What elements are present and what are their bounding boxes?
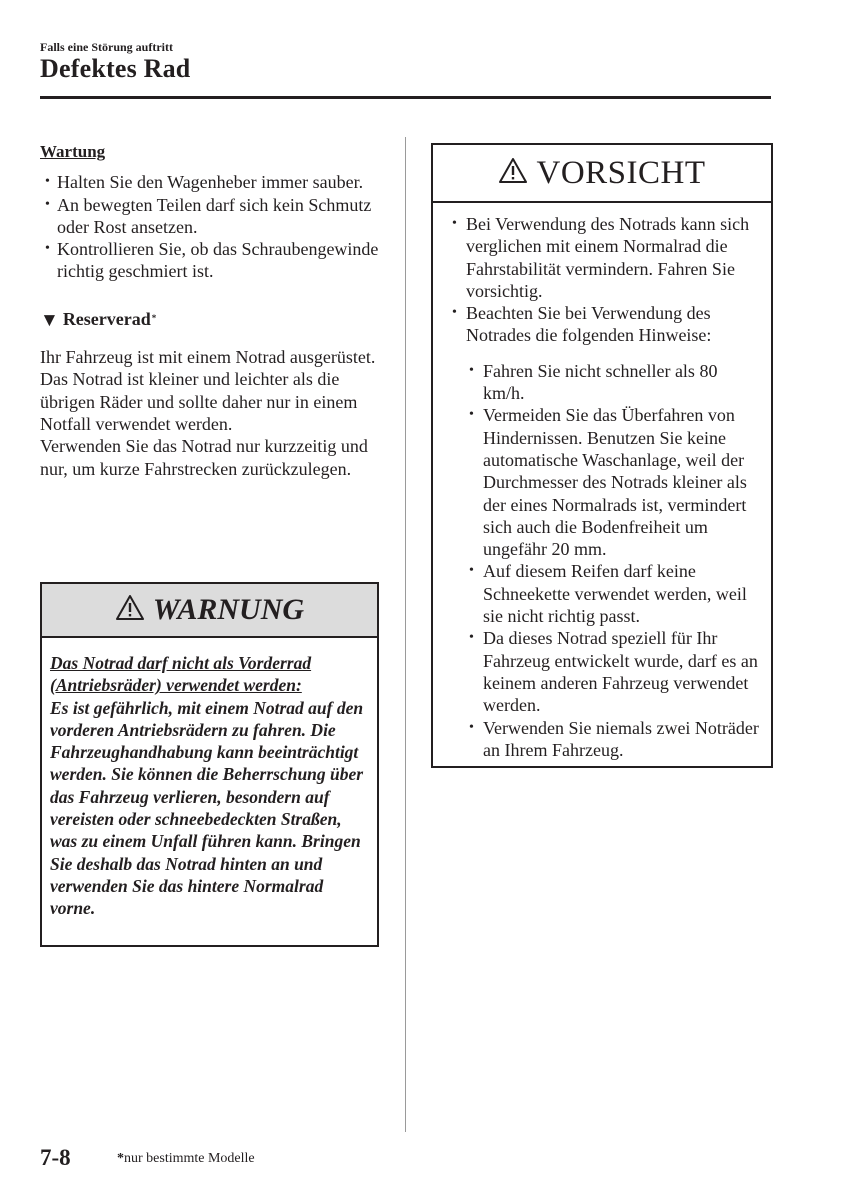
list-item: • Halten Sie den Wagenheber immer sauber.: [40, 171, 385, 193]
caution-title: VORSICHT: [536, 154, 706, 191]
list-item: • Fahren Sie nicht schneller als 80 km/h.: [466, 360, 761, 405]
maintenance-list: [40, 171, 385, 282]
list-item: • Bei Verwendung des Notrads kann sich verglichen mit einem Normalrad die Fahrstabilität vermindern. Fahren Sie vorsichtig.: [449, 213, 761, 302]
list-item: • Verwenden Sie niemals zwei Noträder an Ihrem Fahrzeug.: [466, 717, 761, 762]
caution-header: [433, 145, 771, 203]
reserve-heading: [40, 308, 385, 333]
warning-lead: Das Notrad darf nicht als Vorderrad (Antriebsräder) verwendet werden:: [50, 653, 312, 696]
warning-body: [42, 638, 377, 920]
list-item: • Vermeiden Sie das Überfahren von Hindernissen. Benutzen Sie keine automatische Waschanlage, weil der Durchmesser des Notrads kleiner als der eines Normalrads ist, vermindert sich auch die Bodenfreiheit um ungefähr 20 mm.: [466, 404, 761, 560]
paragraph: Verwenden Sie das Notrad nur kurzzeitig und nur, um kurze Fahrstrecken zurückzulegen.: [40, 436, 368, 479]
header-rule: [40, 96, 771, 99]
warning-triangle-icon: [498, 157, 528, 189]
footnote-marker: *: [117, 1151, 124, 1166]
list-item: • Da dieses Notrad speziell für Ihr Fahrzeug entwickelt wurde, darf es an keinem anderen Fahrzeug verwendet werden.: [466, 627, 761, 716]
reserve-heading-text: Reserverad: [62, 308, 151, 329]
caution-sub-list: [449, 360, 761, 761]
triangle-down-icon: ▼: [40, 309, 59, 331]
warning-header: [42, 584, 377, 638]
footnote-text: nur bestimmte Modelle: [124, 1151, 255, 1166]
paragraph: Das Notrad ist kleiner und leichter als die übrigen Räder und sollte daher nur in einem Notfall verwendet werden.: [40, 369, 358, 434]
left-column: [40, 141, 385, 480]
paragraph: Ihr Fahrzeug ist mit einem Notrad ausgerüstet.: [40, 347, 376, 368]
list-item: • Kontrollieren Sie, ob das Schraubengewinde richtig geschmiert ist.: [40, 238, 385, 283]
maintenance-heading: Wartung: [40, 142, 106, 161]
warning-text: Es ist gefährlich, mit einem Notrad auf den vorderen Antriebsrädern zu fahren. Die Fahrzeughandhabung kann beeinträchtigt werden. Sie können die Beherrschung über das Fahrzeug verlieren, besondern auf vereisten oder schneebedeckten Straßen, was zu einem Unfall führen kann. Bringen Sie deshalb das Notrad hinten an und verwenden Sie das hintere Normalrad vorne.: [50, 697, 364, 919]
list-item: • Beachten Sie bei Verwendung des Notrades die folgenden Hinweise:: [449, 302, 761, 347]
warning-title: WARNUNG: [152, 593, 305, 626]
footnote-marker: *: [151, 312, 157, 323]
caution-box: [431, 143, 773, 768]
page-title: Defektes Rad: [40, 54, 191, 83]
page-number: 7-8: [40, 1145, 71, 1170]
column-divider: [405, 137, 406, 1132]
warning-triangle-icon: [115, 594, 145, 626]
list-item: • Auf diesem Reifen darf keine Schneekette verwendet werden, weil sie nicht richtig passt.: [466, 560, 761, 627]
warning-box: [40, 582, 379, 947]
list-item: • An bewegten Teilen darf sich kein Schmutz oder Rost ansetzen.: [40, 194, 385, 239]
paragraph-intro: [40, 346, 385, 480]
footnote: [117, 1151, 255, 1167]
section-label: Falls eine Störung auftritt: [40, 40, 173, 54]
caution-list: [449, 213, 761, 347]
caution-body: [433, 203, 771, 761]
